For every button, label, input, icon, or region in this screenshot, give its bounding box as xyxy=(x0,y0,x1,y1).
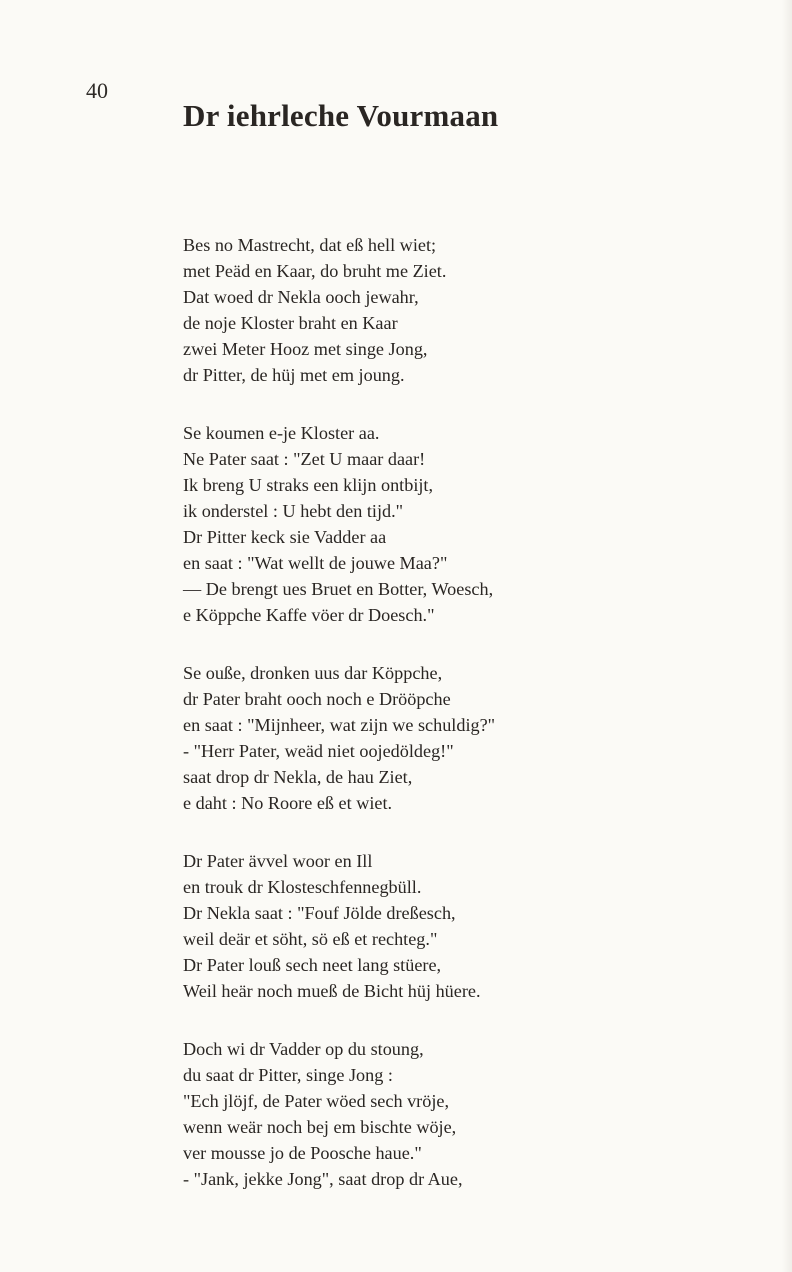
poem-line: ver mousse jo de Poosche haue." xyxy=(183,1143,422,1163)
poem-line: Dr Pater louß sech neet lang stüere, xyxy=(183,955,442,975)
poem-line: Weil heär noch mueß de Bicht hüj hüere. xyxy=(183,981,481,1001)
poem-line: Dr Nekla saat : "Fouf Jölde dreßesch, xyxy=(183,903,456,923)
stanza-1 xyxy=(183,232,623,388)
stanza-5 xyxy=(183,1036,623,1192)
poem-line: met Peäd en Kaar, do bruht me Ziet. xyxy=(183,261,447,281)
stanza-3 xyxy=(183,660,623,816)
poem-line: "Ech jlöjf, de Pater wöed sech vröje, xyxy=(183,1091,450,1111)
stanza-break xyxy=(183,816,623,848)
poem-line: Doch wi dr Vadder op du stoung, xyxy=(183,1039,424,1059)
page-edge-shadow xyxy=(782,0,792,1272)
poem-line: wenn weär noch bej em bischte wöje, xyxy=(183,1117,457,1137)
stanza-break xyxy=(183,388,623,420)
poem-line: Dr Pitter keck sie Vadder aa xyxy=(183,527,387,547)
poem-line: en trouk dr Klosteschfennegbüll. xyxy=(183,877,422,897)
stanza-2 xyxy=(183,420,623,628)
poem-line: de noje Kloster braht en Kaar xyxy=(183,313,398,333)
poem-line: e Köppche Kaffe vöer dr Doesch." xyxy=(183,605,435,625)
poem-line: du saat dr Pitter, singe Jong : xyxy=(183,1065,393,1085)
poem-line: en saat : "Mijnheer, wat zijn we schuldig?" xyxy=(183,715,496,735)
poem-line: Se ouße, dronken uus dar Köppche, xyxy=(183,663,443,683)
stanza-4 xyxy=(183,848,623,1004)
poem-line: Ne Pater saat : "Zet U maar daar! xyxy=(183,449,426,469)
page-number: 40 xyxy=(86,78,108,103)
poem-line: dr Pitter, de hüj met em joung. xyxy=(183,365,405,385)
poem-title: Dr iehrleche Vourmaan xyxy=(183,98,499,133)
poem-line: - "Jank, jekke Jong", saat drop dr Aue, xyxy=(183,1169,463,1189)
stanza-break xyxy=(183,1004,623,1036)
poem-line: e daht : No Roore eß et wiet. xyxy=(183,793,393,813)
poem-line: — De brengt ues Bruet en Botter, Woesch, xyxy=(183,579,494,599)
poem-line: Dr Pater ävvel woor en Ill xyxy=(183,851,373,871)
poem-line: en saat : "Wat wellt de jouwe Maa?" xyxy=(183,553,448,573)
poem-line: Dat woed dr Nekla ooch jewahr, xyxy=(183,287,419,307)
poem-line: saat drop dr Nekla, de hau Ziet, xyxy=(183,767,413,787)
poem-line: zwei Meter Hooz met singe Jong, xyxy=(183,339,428,359)
poem-line: Ik breng U straks een klijn ontbijt, xyxy=(183,475,434,495)
stanza-break xyxy=(183,628,623,660)
poem-body xyxy=(183,232,623,1192)
poem-line: Se koumen e-je Kloster aa. xyxy=(183,423,380,443)
poem-line: weil deär et söht, sö eß et rechteg." xyxy=(183,929,438,949)
poem-line: Bes no Mastrecht, dat eß hell wiet; xyxy=(183,235,437,255)
poem-line: ik onderstel : U hebt den tijd." xyxy=(183,501,404,521)
poem-line: dr Pater braht ooch noch e Drööpche xyxy=(183,689,451,709)
poem-line: - "Herr Pater, weäd niet oojedöldeg!" xyxy=(183,741,454,761)
